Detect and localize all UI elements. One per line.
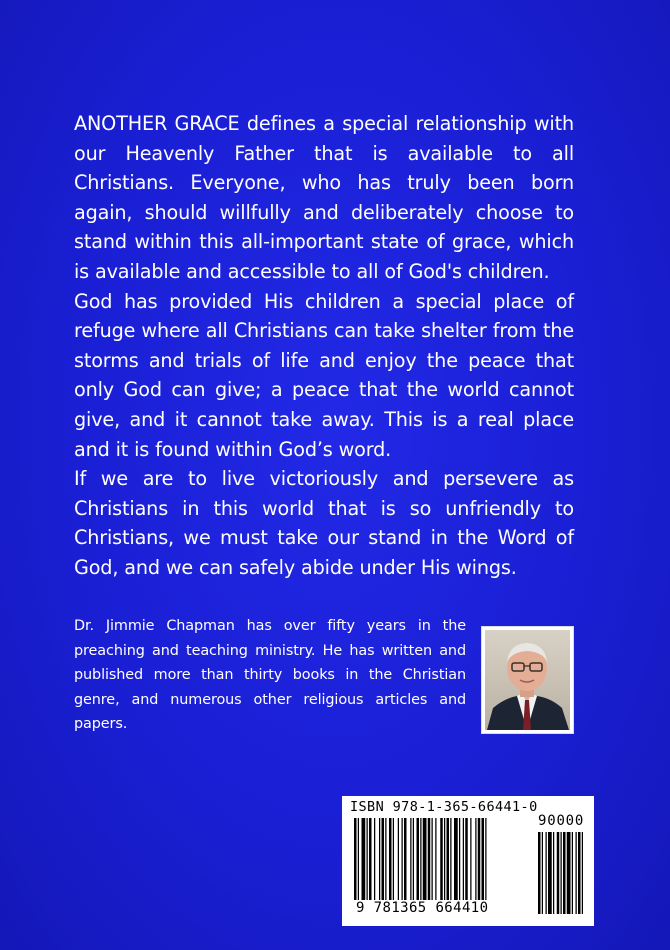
barcode-bar bbox=[367, 818, 368, 900]
barcode-bar bbox=[413, 818, 414, 900]
barcode-bar bbox=[465, 818, 468, 900]
addon-bar bbox=[557, 832, 560, 914]
addon-bar bbox=[582, 832, 583, 914]
barcode-bar bbox=[385, 818, 386, 900]
barcode-bar bbox=[374, 818, 375, 900]
barcode-bar bbox=[485, 818, 486, 906]
addon-bar bbox=[572, 832, 573, 914]
barcode-bar bbox=[478, 818, 481, 906]
barcode-bar bbox=[423, 818, 427, 900]
addon-bar bbox=[538, 832, 541, 914]
barcode-bar bbox=[402, 818, 403, 900]
barcode-bar bbox=[379, 818, 380, 900]
addon-bar bbox=[576, 832, 577, 914]
addon-bar bbox=[542, 832, 543, 914]
author-bio: Dr. Jimmie Chapman has over fifty years in the preaching and teaching ministry. He has written and published more than thirty books in the Christian genre, and numerous other religious articles and papers. bbox=[74, 618, 466, 732]
addon-bar bbox=[567, 832, 571, 914]
addon-bar bbox=[548, 832, 552, 914]
barcode-bar bbox=[470, 818, 471, 900]
barcode-bar bbox=[393, 818, 394, 900]
barcode-bar bbox=[447, 818, 450, 900]
barcode-bar bbox=[358, 818, 359, 906]
barcode-bar bbox=[435, 818, 436, 900]
barcode-bar bbox=[463, 818, 464, 900]
addon-bar bbox=[546, 832, 547, 914]
barcode-bar bbox=[369, 818, 372, 900]
barcode-bar bbox=[475, 818, 476, 906]
barcode-bar bbox=[389, 818, 392, 900]
book-blurb bbox=[74, 109, 574, 583]
barcode-bar bbox=[382, 818, 385, 900]
author-portrait-image bbox=[485, 630, 570, 730]
addon-bar bbox=[563, 832, 566, 914]
barcode-bar bbox=[362, 818, 366, 900]
barcode-bar bbox=[420, 818, 421, 900]
addon-bar bbox=[561, 832, 562, 914]
barcode-addon-price: 90000 bbox=[538, 813, 585, 829]
barcode-bar bbox=[444, 818, 445, 900]
blurb-paragraph-3: If we are to live victoriously and persevere as Christians in this world that is so unfriendly to Christians, we must take our stand in the Word of God, and we can safely abide under His wings. bbox=[74, 467, 574, 579]
barcode-bar bbox=[440, 818, 443, 900]
addon-bar bbox=[553, 832, 554, 914]
barcode-bar bbox=[404, 818, 407, 900]
barcode-bar bbox=[417, 818, 420, 900]
author-photo bbox=[481, 626, 574, 734]
barcode-bar bbox=[482, 818, 485, 906]
barcode-bar bbox=[410, 818, 411, 900]
barcode-bar bbox=[450, 818, 451, 900]
blurb-paragraph-1: ANOTHER GRACE defines a special relationship with our Heavenly Father that is available to all Christians. Everyone, who has truly been born again, should willfully and deliberately choose to stand within this all-important state of grace, which is available and accessible to all of God's children. bbox=[74, 112, 574, 283]
isbn-barcode bbox=[342, 796, 594, 926]
barcode-digits: 9 781365 664410 bbox=[356, 900, 489, 916]
addon-bar bbox=[578, 832, 581, 914]
isbn-label: ISBN 978-1-365-66441-0 bbox=[350, 799, 538, 815]
barcode-bar bbox=[432, 818, 433, 900]
blurb-paragraph-2: God has provided His children a special place of refuge where all Christians can take shelter from the storms and trials of life and enjoy the peace that only God can give; a peace that the world cannot give, and it cannot take away. This is a real place and it is found within God’s word. bbox=[74, 289, 574, 461]
barcode-bar bbox=[454, 818, 458, 900]
barcode-bar bbox=[354, 818, 357, 906]
barcode-bar bbox=[428, 818, 431, 900]
barcode-bar bbox=[398, 818, 399, 900]
barcode-bar bbox=[459, 818, 460, 900]
